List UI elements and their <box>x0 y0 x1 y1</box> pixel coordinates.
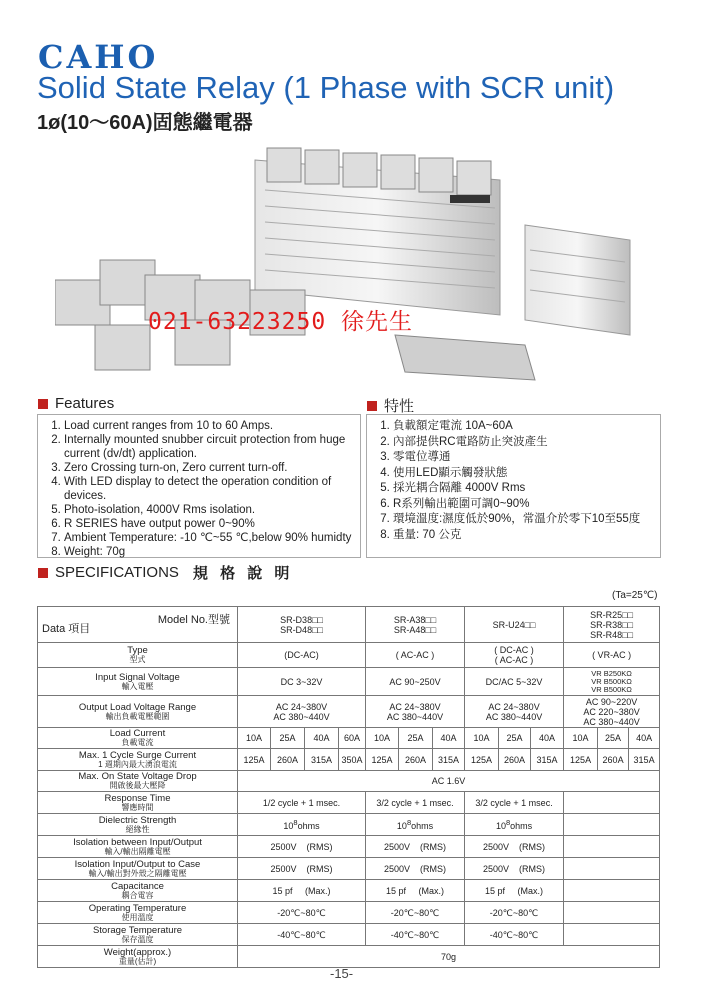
data-cell: 260A <box>271 749 305 771</box>
data-cell: (DC-AC) <box>238 643 366 668</box>
dielectric-unit: ohms <box>411 821 434 831</box>
temperature-note: (Ta=25℃) <box>612 590 658 601</box>
data-cell <box>564 858 660 880</box>
model-cell: SR-R25□□ SR-R38□□ SR-R48□□ <box>564 607 660 643</box>
data-cell <box>564 836 660 858</box>
feature-item: 1. Load current ranges from 10 to 60 Amps. <box>64 419 354 433</box>
row-label-zh: 保存溫度 <box>121 934 154 944</box>
data-cell: 40A <box>531 728 564 749</box>
page-subtitle: 1ø(10～60A)固態繼電器 <box>37 112 253 134</box>
model-cell: SR-U24□□ <box>465 607 564 643</box>
brand-logo: CAHO <box>38 38 159 76</box>
specifications-table <box>37 606 660 968</box>
bullet-square-icon <box>38 399 48 409</box>
feature-zh-item: 8. 重量: 70 公克 <box>393 528 654 544</box>
row-label <box>38 749 238 771</box>
data-cell: 260A <box>598 749 629 771</box>
row-label <box>38 858 238 880</box>
row-label <box>38 880 238 902</box>
data-cell: -40℃~80℃ <box>238 924 366 946</box>
data-cell: VR B250KΩ VR B500KΩ VR B500KΩ <box>564 668 660 696</box>
data-cell: -20℃~80℃ <box>238 902 366 924</box>
feature-zh-item: 6. R系列輸出範圍可調0~90% <box>393 497 654 513</box>
data-cell: AC 24~380V AC 380~440V <box>366 696 465 728</box>
specifications-heading <box>38 562 293 583</box>
row-label <box>38 792 238 814</box>
data-cell: 10A <box>564 728 598 749</box>
row-label-en: Load Current <box>109 728 166 739</box>
phone-overlay: 021-63223250 徐先生 <box>148 309 414 335</box>
feature-zh-item: 2. 內部提供RC電路防止突波產生 <box>393 435 654 451</box>
data-cell: 2500V (RMS) <box>465 836 564 858</box>
feature-item: 4. With LED display to detect the operation condition of devices. <box>64 475 354 503</box>
data-cell: 40A <box>305 728 339 749</box>
specifications-heading-zh: 規 格 說 明 <box>192 565 294 582</box>
row-label-zh: 輸入電壓 <box>121 681 154 691</box>
dielectric-base: 10 <box>495 821 506 831</box>
data-cell: 10A <box>366 728 399 749</box>
data-cell: ( DC-AC ) ( AC-AC ) <box>465 643 564 668</box>
data-cell: 315A <box>305 749 339 771</box>
feature-item: 2. Internally mounted snubber circuit protection from huge current (dv/dt) application. <box>64 433 354 461</box>
data-cell: 10A <box>465 728 499 749</box>
row-label-zh: 開啟後最大壓降 <box>109 781 166 790</box>
row-label-en: Operating Temperature <box>88 902 187 914</box>
row-label-en: Dielectric Strength <box>98 814 177 826</box>
data-cell: DC 3~32V <box>238 668 366 696</box>
row-label-en: Max. 1 Cycle Surge Current <box>78 749 197 761</box>
features-heading-text: Features <box>55 395 115 412</box>
row-label <box>38 836 238 858</box>
features-heading <box>38 395 114 412</box>
data-cell: 60A <box>339 728 366 749</box>
row-label-en: Weight(approx.) <box>103 946 172 958</box>
data-cell: 25A <box>271 728 305 749</box>
mounting-bracket-image <box>395 335 535 380</box>
data-cell: 2500V (RMS) <box>238 836 366 858</box>
data-cell: -40℃~80℃ <box>465 924 564 946</box>
header-cell <box>38 607 238 643</box>
row-label-zh: 型式 <box>129 655 146 664</box>
data-cell: AC 24~380V AC 380~440V <box>238 696 366 728</box>
specifications-heading-text: SPECIFICATIONS <box>55 564 179 581</box>
dielectric-exponent: 8 <box>293 818 298 827</box>
feature-zh-item: 7. 環境溫度:濕度低於90%，常溫介於零下10至55度 <box>393 512 654 528</box>
row-label <box>38 924 238 946</box>
data-cell: 125A <box>564 749 598 771</box>
data-cell: 125A <box>238 749 271 771</box>
features-zh-heading <box>367 395 414 416</box>
feature-item: 8. Weight: 70g <box>64 545 354 559</box>
feature-zh-item: 1. 負載額定電流 10A~60A <box>393 419 654 435</box>
row-label-zh: 重量(估計) <box>118 956 157 966</box>
row-label-en: Isolation between Input/Output <box>73 836 202 848</box>
data-cell <box>564 880 660 902</box>
data-cell: 40A <box>433 728 465 749</box>
data-cell: 2500V (RMS) <box>465 858 564 880</box>
data-cell: AC 90~220V AC 220~380V AC 380~440V <box>564 696 660 728</box>
data-cell <box>564 902 660 924</box>
data-cell: 25A <box>499 728 531 749</box>
row-label-zh: 1 週期內最大湧浪電流 <box>98 759 177 769</box>
feature-zh-item: 4. 使用LED顯示觸發狀態 <box>393 466 654 482</box>
data-cell <box>564 814 660 836</box>
data-cell: -20℃~80℃ <box>366 902 465 924</box>
bullet-square-icon <box>38 568 48 578</box>
data-label: Data 項目 <box>42 622 91 635</box>
row-label <box>38 946 238 968</box>
data-cell: 15 pf (Max.) <box>238 880 366 902</box>
row-label-zh: 輸入/輸出對外殼之隔離電壓 <box>88 868 187 878</box>
row-label <box>38 728 238 749</box>
features-zh-list <box>366 414 661 558</box>
data-cell: 260A <box>499 749 531 771</box>
features-list <box>37 414 361 558</box>
data-cell <box>564 792 660 814</box>
row-label-en: Input Signal Voltage <box>95 671 180 683</box>
feature-item: 5. Photo-isolation, 4000V Rms isolation. <box>64 503 354 517</box>
model-label: Model No.型號 <box>157 613 230 626</box>
data-cell: 25A <box>598 728 629 749</box>
row-label-zh: 使用溫度 <box>121 912 154 922</box>
dielectric-base: 10 <box>283 821 294 831</box>
dielectric-base: 10 <box>396 821 407 831</box>
data-cell: 2500V (RMS) <box>238 858 366 880</box>
data-cell <box>564 924 660 946</box>
feature-item: 7. Ambient Temperature: -10 ℃~55 ℃,below 90% humidty <box>64 531 354 545</box>
data-cell <box>366 814 465 836</box>
data-cell: ( AC-AC ) <box>366 643 465 668</box>
row-label-en: Isolation Input/Output to Case <box>74 858 201 870</box>
product-photo <box>55 140 645 390</box>
row-label-zh: 絕緣性 <box>125 824 150 834</box>
data-cell: 125A <box>465 749 499 771</box>
heatsink-image <box>525 225 630 335</box>
dielectric-unit: ohms <box>510 821 533 831</box>
data-cell <box>238 814 366 836</box>
data-cell: 10A <box>238 728 271 749</box>
data-cell: 350A <box>339 749 366 771</box>
data-cell: DC/AC 5~32V <box>465 668 564 696</box>
page-title: Solid State Relay (1 Phase with SCR unit) <box>37 70 615 105</box>
data-cell: AC 24~380V AC 380~440V <box>465 696 564 728</box>
features-zh-heading-text: 特性 <box>384 398 415 415</box>
data-cell: -20℃~80℃ <box>465 902 564 924</box>
row-label-zh: 耦合電容 <box>121 890 154 900</box>
row-label <box>38 696 238 728</box>
data-cell: 315A <box>629 749 660 771</box>
row-label <box>38 771 238 792</box>
row-label-en: Capacitance <box>111 880 164 892</box>
row-label-zh: 響應時間 <box>121 802 154 812</box>
row-label-en: Response Time <box>104 792 171 804</box>
feature-item: 3. Zero Crossing turn-on, Zero current turn-off. <box>64 461 354 475</box>
row-label-zh: 負載電流 <box>121 738 154 747</box>
row-label <box>38 668 238 696</box>
row-label-en: Max. On State Voltage Drop <box>78 771 197 782</box>
data-cell: 40A <box>629 728 660 749</box>
data-cell <box>465 814 564 836</box>
row-label <box>38 814 238 836</box>
feature-zh-item: 3. 零電位導通 <box>393 450 654 466</box>
data-cell: -40℃~80℃ <box>366 924 465 946</box>
feature-item: 6. R SERIES have output power 0~90% <box>64 517 354 531</box>
data-cell: 3/2 cycle + 1 msec. <box>366 792 465 814</box>
row-label <box>38 902 238 924</box>
data-cell: 315A <box>531 749 564 771</box>
data-cell: 260A <box>399 749 433 771</box>
data-cell: 70g <box>238 946 660 968</box>
dielectric-unit: ohms <box>297 821 320 831</box>
feature-zh-item: 5. 採光耦合隔離 4000V Rms <box>393 481 654 497</box>
row-label-en: Storage Temperature <box>92 924 183 936</box>
bullet-square-icon <box>367 401 377 411</box>
data-cell: AC 90~250V <box>366 668 465 696</box>
data-cell: 315A <box>433 749 465 771</box>
data-cell: AC 1.6V <box>238 771 660 792</box>
page-number: -15- <box>330 966 354 981</box>
row-label-zh: 輸入/輸出隔離電壓 <box>104 846 171 856</box>
data-cell: 25A <box>399 728 433 749</box>
data-cell: 15 pf (Max.) <box>366 880 465 902</box>
data-cell: ( VR-AC ) <box>564 643 660 668</box>
data-cell: 1/2 cycle + 1 msec. <box>238 792 366 814</box>
row-label <box>38 643 238 668</box>
data-cell: 3/2 cycle + 1 msec. <box>465 792 564 814</box>
row-label-en: Type <box>127 645 148 656</box>
dielectric-exponent: 8 <box>505 818 511 827</box>
data-cell: 2500V (RMS) <box>366 858 465 880</box>
data-cell: 2500V (RMS) <box>366 836 465 858</box>
model-cell: SR-A38□□ SR-A48□□ <box>366 607 465 643</box>
row-label-zh: 輸出負載電壓範圍 <box>105 711 170 721</box>
dielectric-exponent: 8 <box>406 818 412 827</box>
data-cell: 15 pf (Max.) <box>465 880 564 902</box>
row-label-en: Output Load Voltage Range <box>78 701 197 713</box>
data-cell: 125A <box>366 749 399 771</box>
model-cell: SR-D38□□ SR-D48□□ <box>238 607 366 643</box>
